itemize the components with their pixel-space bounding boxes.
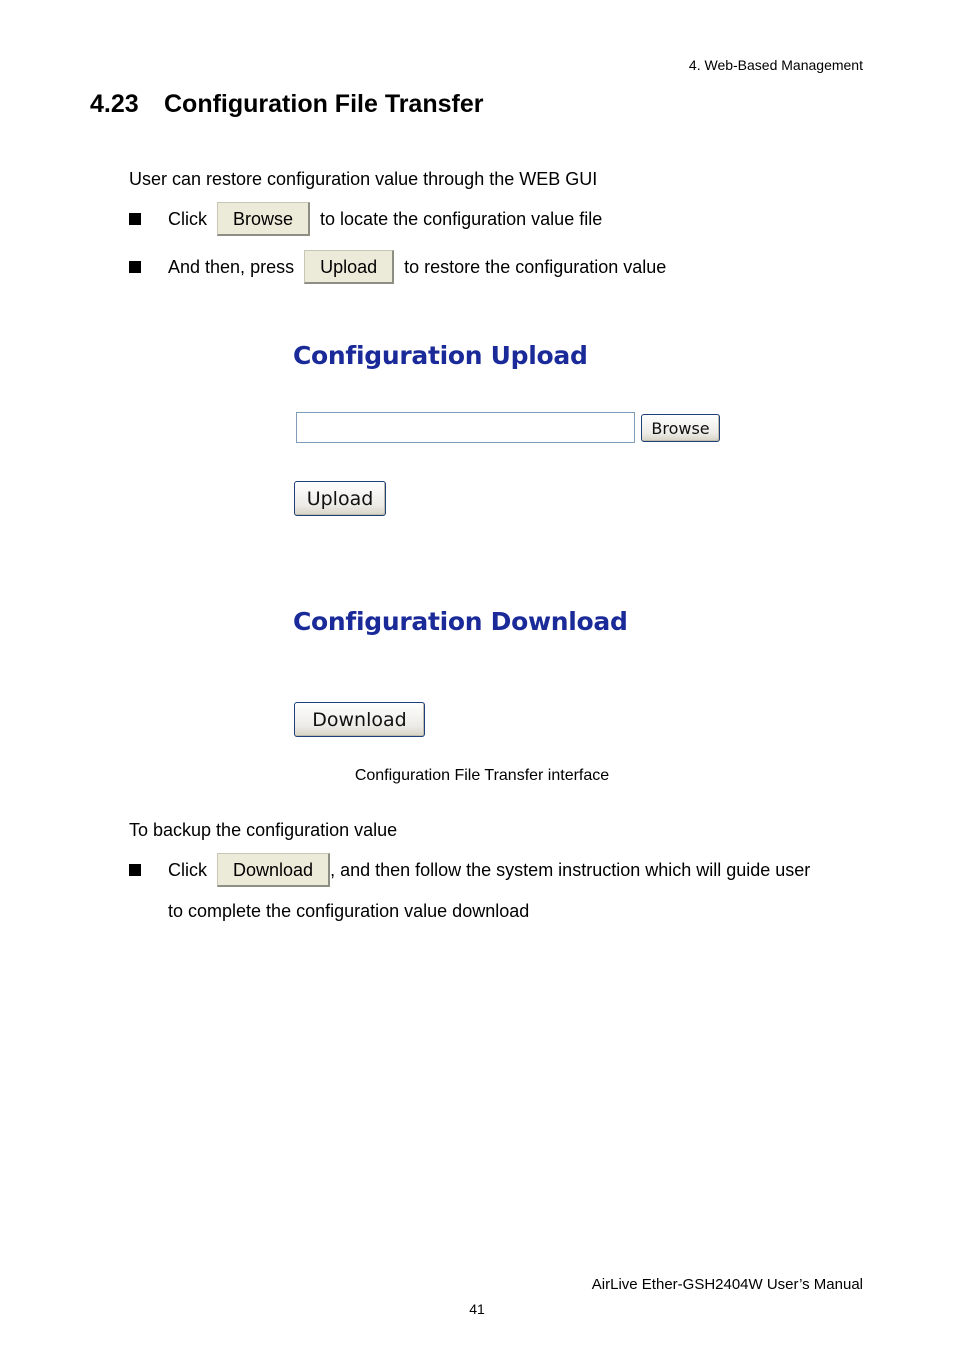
file-path-input[interactable]	[296, 412, 635, 443]
bullet-continuation: to complete the configuration value download	[168, 901, 530, 921]
download-button-illustration: Download	[217, 853, 330, 887]
upload-button[interactable]: Upload	[294, 481, 386, 516]
section-title-text: Configuration File Transfer	[164, 90, 484, 118]
upload-button-illustration: Upload	[304, 250, 394, 284]
bullet-prefix: And then, press	[168, 256, 295, 277]
section-title	[90, 90, 483, 119]
bullet-suffix: to locate the configuration value file	[320, 208, 603, 229]
download-button[interactable]: Download	[294, 702, 425, 737]
running-header: 4. Web-Based Management	[688, 57, 863, 73]
figure-caption: Configuration File Transfer interface	[354, 767, 610, 784]
section-number: 4.23	[90, 90, 139, 118]
bullet-item-browse	[129, 202, 602, 236]
configuration-download-heading: Configuration Download	[293, 607, 628, 636]
bullet-prefix: Click	[168, 859, 207, 880]
bullet-square-icon	[129, 261, 141, 273]
bullet-prefix: Click	[168, 208, 207, 229]
bullet-square-icon	[129, 864, 141, 876]
configuration-upload-heading: Configuration Upload	[293, 341, 588, 370]
bullet-item-upload	[129, 250, 666, 284]
bullet-suffix: , and then follow the system instruction which will guide user	[330, 859, 811, 880]
bullet-item-download	[129, 853, 810, 887]
backup-intro-paragraph: To backup the configuration value	[129, 820, 398, 840]
page-number: 41	[469, 1301, 485, 1317]
intro-paragraph: User can restore configuration value through the WEB GUI	[129, 169, 598, 189]
browse-button[interactable]: Browse	[641, 414, 720, 442]
manual-footer: AirLive Ether-GSH2404W User’s Manual	[591, 1276, 863, 1293]
bullet-suffix: to restore the configuration value	[404, 256, 667, 277]
browse-button-illustration: Browse	[217, 202, 310, 236]
bullet-square-icon	[129, 213, 141, 225]
